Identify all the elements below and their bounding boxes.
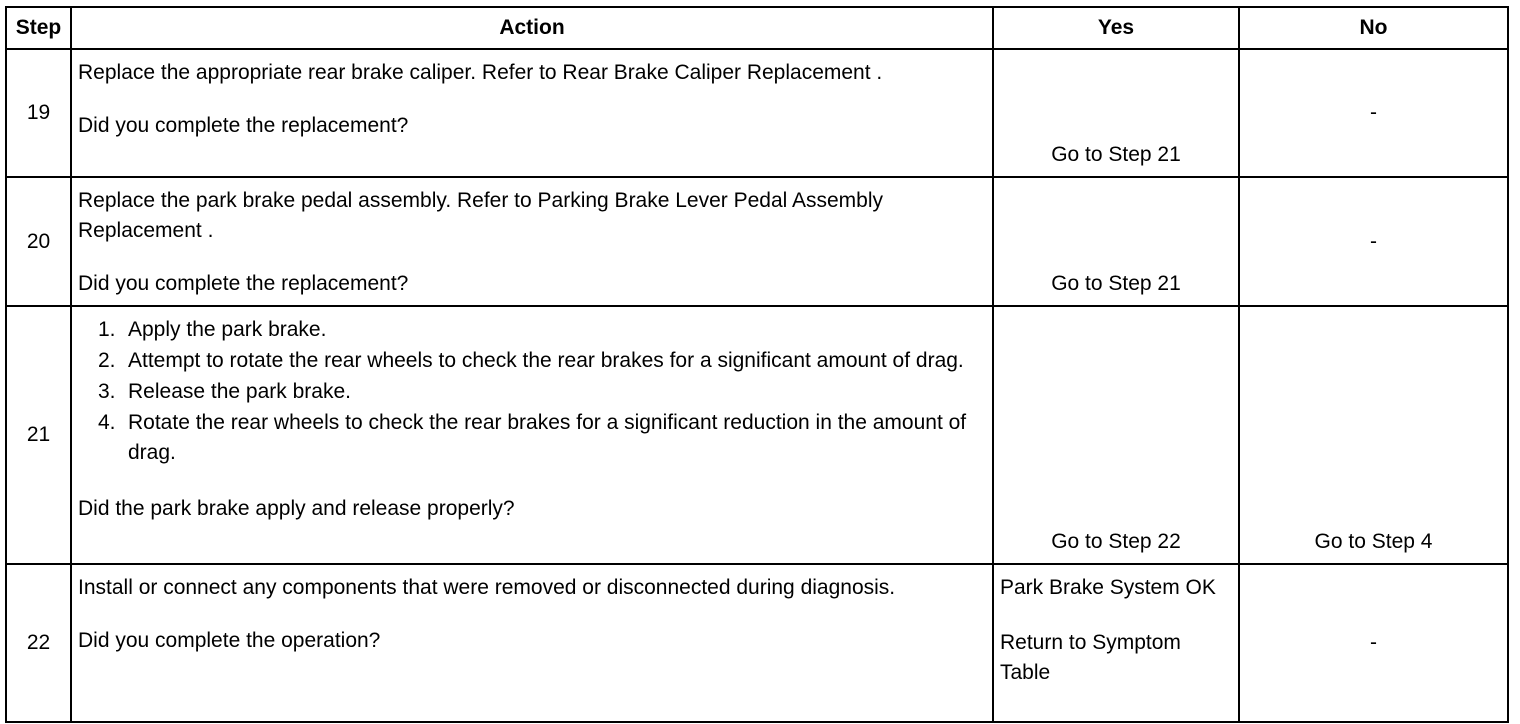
list-item-text: Rotate the rear wheels to check the rear brakes for a significant reduction in the amount of drag. <box>128 411 967 464</box>
table-row <box>6 177 1508 306</box>
yes-result-secondary: Return to Symptom Table <box>1000 631 1181 684</box>
list-item <box>98 408 986 468</box>
action-step-list <box>78 315 986 468</box>
yes-result: Go to Step 21 <box>993 177 1239 306</box>
action-cell <box>71 564 993 722</box>
list-item <box>98 315 986 345</box>
table-row <box>6 306 1508 564</box>
list-item-number: 3. <box>98 380 116 403</box>
action-cell <box>71 49 993 177</box>
list-item-text: Release the park brake. <box>128 380 351 403</box>
no-result: - <box>1239 49 1508 177</box>
list-item-number: 4. <box>98 411 116 434</box>
header-action: Action <box>71 7 993 49</box>
action-text: Replace the appropriate rear brake caliper. Refer to Rear Brake Caliper Replacement . <box>78 61 883 84</box>
step-number: 21 <box>6 306 71 564</box>
header-row <box>6 7 1508 49</box>
no-result: Go to Step 4 <box>1239 306 1508 564</box>
yes-result: Go to Step 22 <box>993 306 1239 564</box>
action-cell <box>71 306 993 564</box>
yes-result-stack <box>1000 573 1232 688</box>
no-result: - <box>1239 177 1508 306</box>
action-text: Replace the park brake pedal assembly. Refer to Parking Brake Lever Pedal Assembly Replacement . <box>78 189 884 242</box>
list-item-number: 1. <box>98 318 116 341</box>
list-item-text: Apply the park brake. <box>128 318 327 341</box>
list-item <box>98 377 986 407</box>
yes-result-spacer <box>1000 603 1232 628</box>
yes-cell <box>993 564 1239 722</box>
action-question: Did the park brake apply and release properly? <box>78 497 515 520</box>
action-question: Did you complete the operation? <box>78 629 381 652</box>
action-question: Did you complete the replacement? <box>78 114 409 137</box>
header-yes: Yes <box>993 7 1239 49</box>
action-cell <box>71 177 993 306</box>
yes-result: Go to Step 21 <box>993 49 1239 177</box>
header-step: Step <box>6 7 71 49</box>
step-number: 20 <box>6 177 71 306</box>
action-question: Did you complete the replacement? <box>78 272 409 295</box>
header-no: No <box>1239 7 1508 49</box>
diagnostic-table <box>5 6 1509 723</box>
list-item-text: Attempt to rotate the rear wheels to check the rear brakes for a significant amount of drag. <box>128 349 964 372</box>
no-result: - <box>1239 564 1508 722</box>
list-item-number: 2. <box>98 349 116 372</box>
table-row <box>6 564 1508 722</box>
step-number: 22 <box>6 564 71 722</box>
step-number: 19 <box>6 49 71 177</box>
yes-result-primary: Park Brake System OK <box>1000 576 1216 599</box>
table-row <box>6 49 1508 177</box>
action-text: Install or connect any components that were removed or disconnected during diagnosis. <box>78 576 896 599</box>
list-item <box>98 346 986 376</box>
